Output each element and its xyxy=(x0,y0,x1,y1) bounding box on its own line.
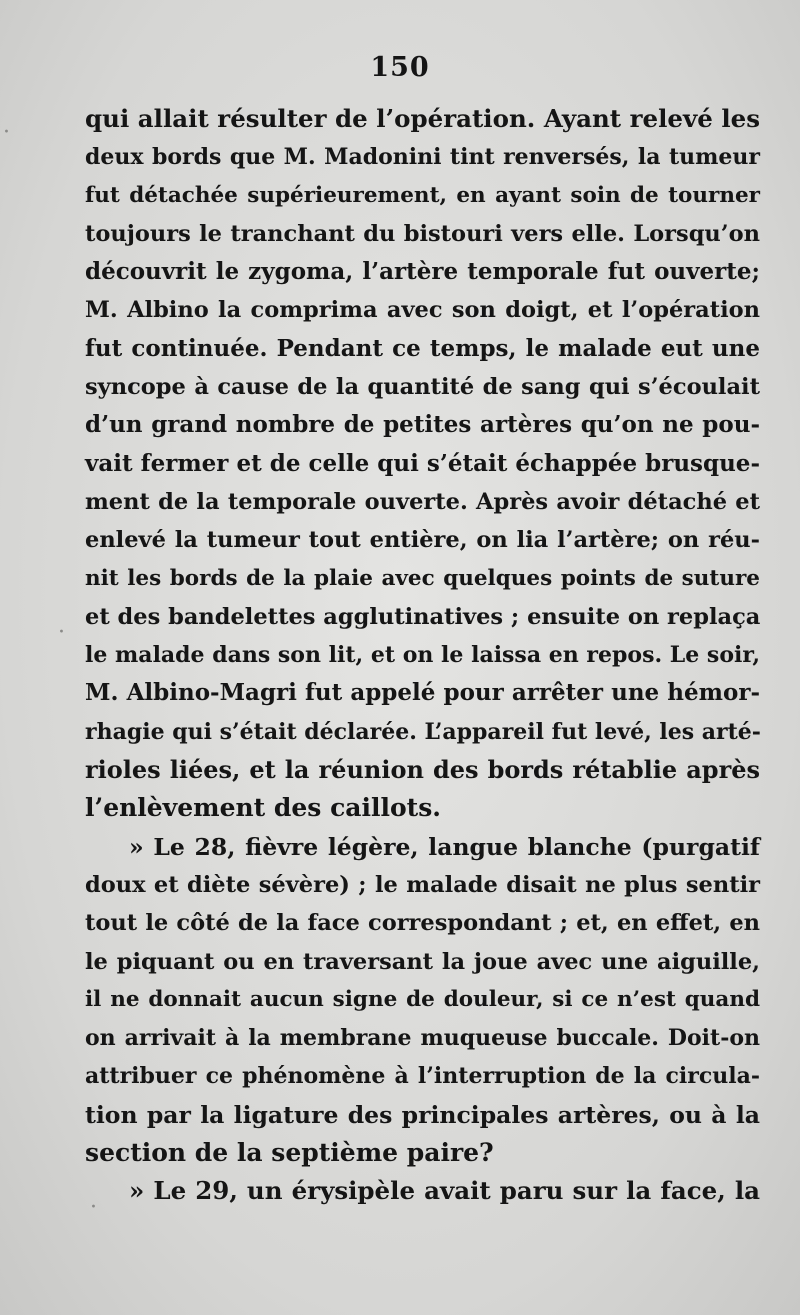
text-line: on arrivait à la membrane muqueuse buccale. Doit-on xyxy=(85,1025,760,1052)
paragraph-last-line: l’enlèvement des caillots. xyxy=(85,793,441,823)
text-line: rioles liées, et la réunion des bords rétablie après xyxy=(85,755,760,785)
text-line: rhagie qui s’était déclarée. L’appareil fut levé, les arté- xyxy=(85,718,761,745)
text-line: le malade dans son lit, et on le laissa en repos. Le soir, xyxy=(85,642,760,669)
text-line: le piquant ou en traversant la joue avec une aiguille, xyxy=(85,948,760,975)
text-line: toujours le tranchant du bistouri vers elle. Lorsqu’on xyxy=(85,220,760,247)
text-line: fut continuée. Pendant ce temps, le malade eut une xyxy=(85,334,760,362)
paragraph-last-line: section de la septième paire? xyxy=(85,1138,494,1168)
text-line: tout le côté de la face correspondant ; et, en effet, en xyxy=(85,910,760,937)
text-line: il ne donnait aucun signe de douleur, si ce n’est quand xyxy=(85,986,760,1012)
text-line: découvrit le zygoma, l’artère temporale fut ouverte; xyxy=(85,258,760,286)
paragraph-first-line: » Le 28, fièvre légère, langue blanche (purgatif xyxy=(129,832,760,861)
paragraph-first-line: » Le 29, un érysipèle avait paru sur la face, la xyxy=(129,1176,760,1206)
text-line: M. Albino-Magri fut appelé pour arrêter une hémor- xyxy=(85,679,760,707)
text-line: enlevé la tumeur tout entière, on lia l’artère; on réu- xyxy=(85,527,760,554)
ink-speck: · xyxy=(58,620,65,645)
text-line: vait fermer et de celle qui s’était échappée brusque- xyxy=(85,449,760,477)
page-number: 150 xyxy=(370,52,430,83)
text-line: ment de la temporale ouverte. Après avoir détaché et xyxy=(85,488,760,515)
text-line: d’un grand nombre de petites artères qu’on ne pou- xyxy=(85,411,760,439)
text-line: deux bords que M. Madonini tint renversés, la tumeur xyxy=(85,144,760,171)
text-line: qui allait résulter de l’opération. Ayant relevé les xyxy=(85,104,761,133)
text-line: nit les bords de la plaie avec quelques points de suture xyxy=(85,565,760,591)
ink-speck: · xyxy=(3,120,10,145)
body-text xyxy=(85,100,760,1211)
ink-speck: · xyxy=(90,1195,97,1220)
text-line: attribuer ce phénomène à l’interruption de la circula- xyxy=(85,1063,760,1090)
text-line: M. Albino la comprima avec son doigt, et l’opération xyxy=(85,297,760,324)
text-line: tion par la ligature des principales artères, ou à la xyxy=(85,1100,760,1129)
text-line: doux et diète sévère) ; le malade disait ne plus sentir xyxy=(85,871,760,898)
text-line: syncope à cause de la quantité de sang qui s’écoulait xyxy=(85,374,760,401)
text-line: fut détachée supérieurement, en ayant soin de tourner xyxy=(85,182,760,208)
text-line: et des bandelettes agglutinatives ; ensuite on replaça xyxy=(85,603,761,630)
